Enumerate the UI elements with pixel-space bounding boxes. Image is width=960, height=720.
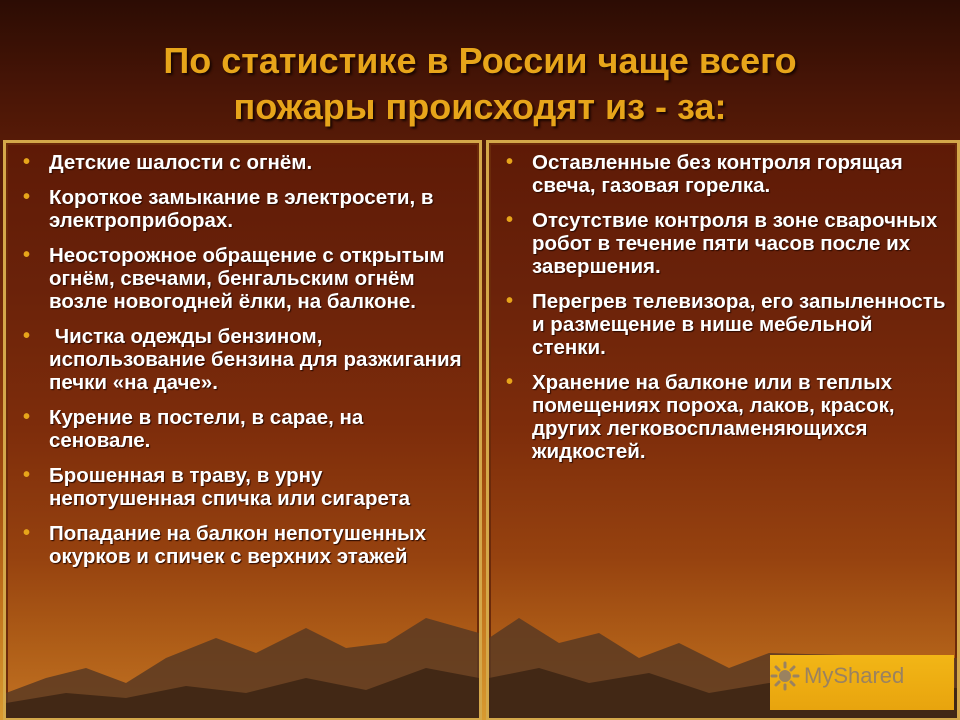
bullet-icon: •: [506, 371, 514, 393]
title-line-2: пожары происходят из - за:: [233, 86, 727, 127]
bullet-icon: •: [23, 325, 31, 347]
list-item: [23, 406, 469, 452]
bullet-icon: •: [506, 290, 514, 312]
list-item: [506, 290, 947, 359]
list-item-text: Курение в постели, в сарае, на сеновале.: [49, 406, 364, 452]
bullet-icon: •: [506, 209, 514, 231]
slide-title: [40, 38, 920, 130]
list-item: [506, 151, 947, 197]
list-item-text: Чистка одежды бензином, использование бензина для разжигания печки «на даче».: [49, 325, 468, 394]
list-item-text: Детские шалости с огнём.: [49, 151, 313, 174]
list-item-text: Хранение на балконе или в теплых помещениях пороха, лаков, красок, других легковоспламеняющихся жидкостей.: [532, 371, 895, 463]
left-list: [23, 151, 469, 580]
bullet-icon: •: [23, 464, 31, 486]
list-item: [506, 371, 947, 463]
list-item-text: Отсутствие контроля в зоне сварочных робот в течение пяти часов после их завершения.: [532, 209, 938, 278]
right-list: [506, 151, 947, 475]
bullet-icon: •: [23, 186, 31, 208]
list-item: [23, 186, 469, 232]
list-item: [23, 325, 469, 394]
bullet-icon: •: [23, 522, 31, 544]
left-panel: [3, 140, 482, 720]
list-item-text: Попадание на балкон непотушенных окурков и спичек с верхних этажей: [49, 522, 426, 568]
list-item: [23, 151, 469, 174]
myshared-logo-icon: [770, 661, 800, 691]
list-item-text: Короткое замыкание в электросети, в электроприборах.: [49, 186, 434, 232]
list-item: [506, 209, 947, 278]
right-panel: [486, 140, 960, 720]
list-item: [23, 244, 469, 313]
bullet-icon: •: [23, 406, 31, 428]
list-item-text: Перегрев телевизора, его запыленность и размещение в нише мебельной стенки.: [532, 290, 946, 359]
list-item-text: Оставленные без контроля горящая свеча, газовая горелка.: [532, 151, 903, 197]
list-item: [23, 464, 469, 510]
list-item-text: Брошенная в траву, в урну непотушенная спичка или сигарета: [49, 464, 411, 510]
bullet-icon: •: [506, 151, 514, 173]
list-item-text: Неосторожное обращение с открытым огнём, свечами, бенгальским огнём возле новогодней ёлки, на балконе.: [49, 244, 445, 313]
watermark: [770, 656, 904, 696]
list-item: [23, 522, 469, 568]
bullet-icon: •: [23, 244, 31, 266]
mountains-left-icon: [6, 598, 479, 718]
title-line-1: По статистике в России чаще всего: [163, 40, 797, 81]
watermark-text: MyShared: [804, 663, 905, 688]
bullet-icon: •: [23, 151, 31, 173]
